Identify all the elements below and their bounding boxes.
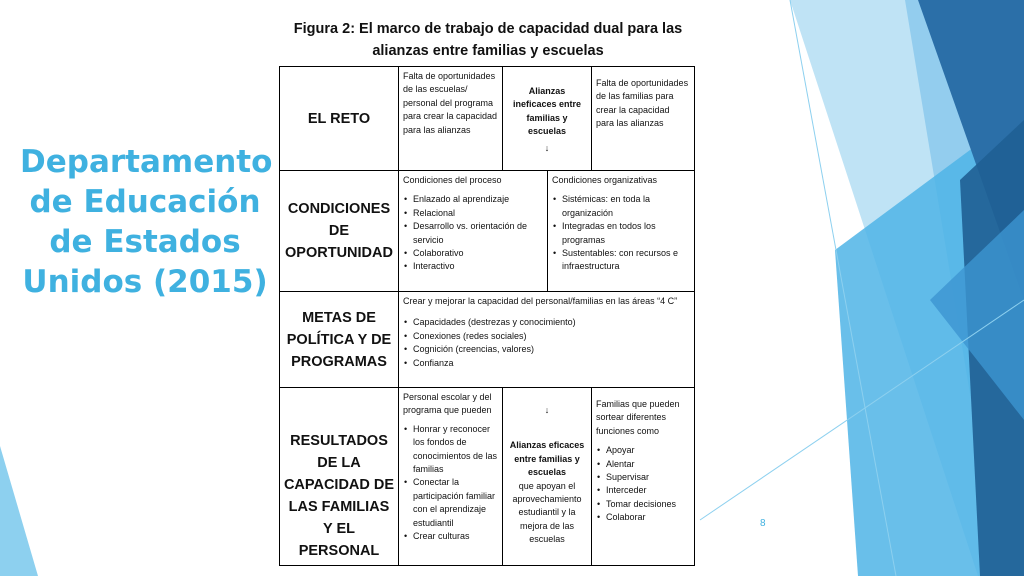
framework-table	[279, 66, 695, 566]
goal-item: • Cognición (creencias, valores)	[403, 343, 690, 356]
down-arrow-icon: ↓	[544, 142, 550, 153]
organizational-conditions-title: Condiciones organizativas	[552, 175, 658, 185]
staff-outcome-item: • Honrar y reconocer los fondos de conocimientos de las familias	[403, 423, 498, 477]
staff-outcomes-intro: Personal escolar y del programa que pueden	[403, 392, 492, 416]
effective-alliances-cell	[503, 388, 592, 565]
staff-outcome-item: • Conectar la participación familiar con el aprendizaje estudiantil	[403, 476, 498, 530]
staff-outcomes-cell	[399, 388, 503, 565]
process-item: • Relacional	[403, 207, 543, 220]
family-outcome-item: • Supervisar	[596, 471, 690, 484]
down-arrow-icon: ↓	[544, 405, 550, 415]
goal-item: • Confianza	[403, 357, 690, 370]
policy-goals-intro: Crear y mejorar la capacidad del personal/familias en las áreas “4 C”	[403, 296, 678, 306]
family-outcome-item: • Alentar	[596, 458, 690, 471]
policy-goals-cell	[399, 292, 694, 388]
organizational-conditions-cell	[548, 171, 694, 292]
process-conditions-cell	[399, 171, 548, 292]
family-outcome-item: • Colaborar	[596, 511, 690, 524]
effective-alliances-title: Alianzas eficaces entre familias y escuelas	[509, 440, 585, 478]
row-label-resultados: RESULTADOS DE LA CAPACIDAD DE LAS FAMILIAS Y EL PERSONAL	[280, 388, 399, 565]
staff-outcome-item: • Crear culturas	[403, 530, 498, 543]
goal-item: • Capacidades (destrezas y conocimiento)	[403, 316, 690, 329]
goal-item: • Conexiones (redes sociales)	[403, 330, 690, 343]
figure-title: Figura 2: El marco de trabajo de capacidad dual para las alianzas entre familias y escuelas	[293, 21, 683, 59]
effective-alliances-text: que apoyan el aprovechamiento estudiantil y la mejora de las escuelas	[512, 480, 582, 545]
process-item: • Interactivo	[403, 260, 543, 273]
reto-schools-cell: Falta de oportunidades de las escuelas/ personal del programa para crear la capacidad para las alianzas	[399, 67, 503, 171]
process-item: • Desarrollo vs. orientación de servicio	[403, 220, 543, 247]
family-outcome-item: • Interceder	[596, 484, 690, 497]
page-number: 8	[760, 518, 766, 529]
process-item: • Enlazado al aprendizaje	[403, 193, 543, 206]
row-label-condiciones: CONDICIONES DE OPORTUNIDAD	[280, 171, 399, 292]
row-label-metas: METAS DE POLÍTICA Y DE PROGRAMAS	[280, 292, 399, 388]
slide-title: Departamento de Educación de Estados Unidos (2015)	[20, 144, 273, 300]
process-conditions-title: Condiciones del proceso	[403, 175, 502, 185]
reto-ineffective-text: Alianzas ineficaces entre familias y escuelas	[512, 86, 582, 137]
organizational-item: • Sustentables: con recursos e infraestructura	[552, 247, 690, 274]
organizational-item: • Sistémicas: en toda la organización	[552, 193, 690, 220]
reto-families-cell: Falta de oportunidades de las familias para crear la capacidad para las alianzas	[592, 67, 694, 171]
row-label-reto: EL RETO	[280, 67, 399, 171]
process-item: • Colaborativo	[403, 247, 543, 260]
family-outcome-item: • Tomar decisiones	[596, 498, 690, 511]
organizational-item: • Integradas en todos los programas	[552, 220, 690, 247]
family-outcomes-intro: Familias que pueden sortear diferentes funciones como	[596, 399, 680, 436]
reto-ineffective-cell	[503, 67, 592, 171]
family-outcome-item: • Apoyar	[596, 444, 690, 457]
family-outcomes-cell	[592, 388, 694, 565]
